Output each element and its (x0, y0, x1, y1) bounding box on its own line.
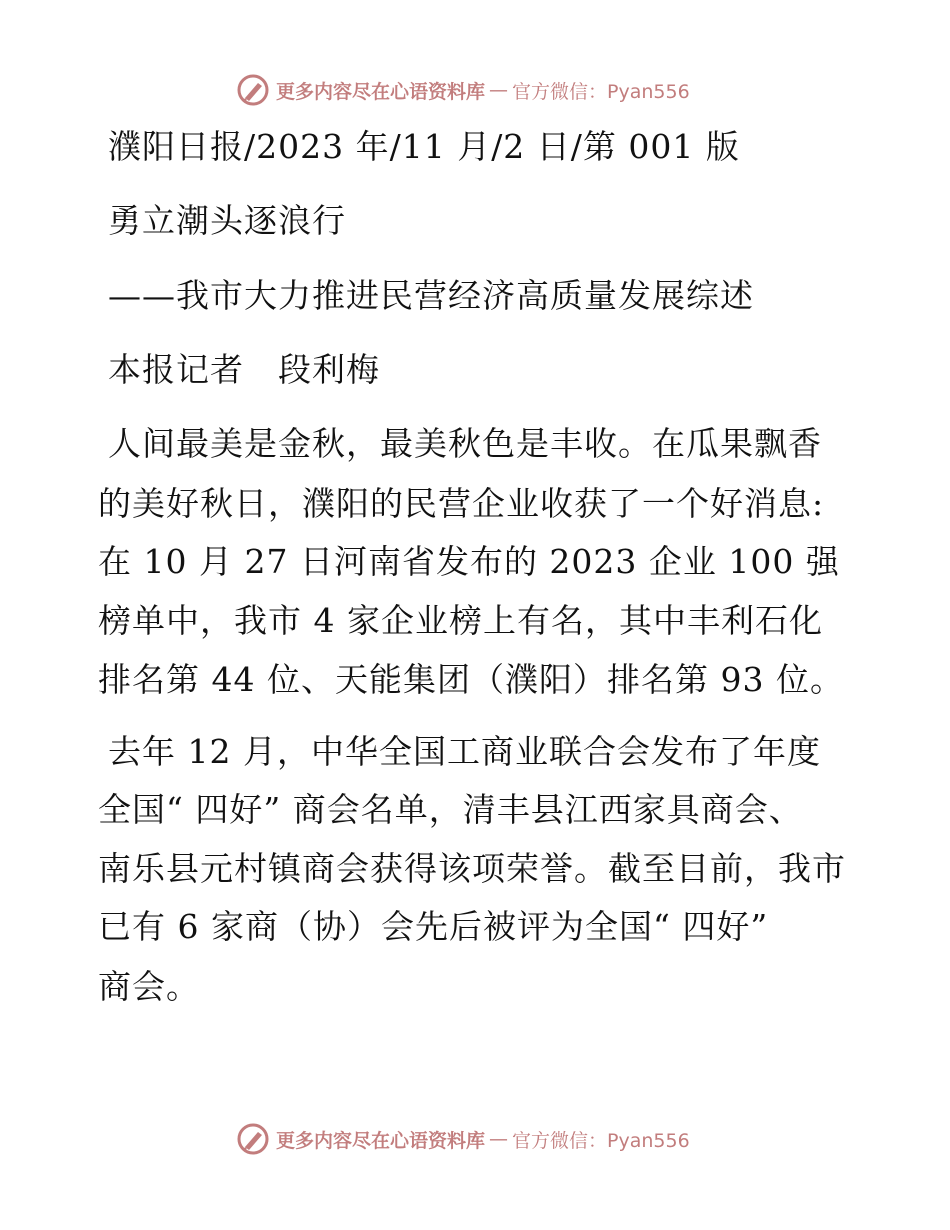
paragraph-line: 已有 6 家商（协）会先后被评为全国“ 四好” (98, 907, 769, 946)
watermark-site-text: 更多内容尽在心语资料库 (276, 80, 486, 103)
article-source: 濮阳日报/2023 年/11 月/2 日/第 001 版 (108, 127, 740, 166)
article-byline: 本报记者 段利梅 (108, 350, 380, 389)
watermark-contact-text: 官方微信：Pyan556 (512, 1129, 690, 1152)
paragraph-line: 人间最美是金秋，最美秋色是丰收。在瓜果飘香 (108, 424, 822, 463)
watermark-header (236, 73, 756, 107)
paragraph-line: 全国“ 四好” 商会名单，清丰县江西家具商会、 (98, 790, 803, 829)
article-subtitle: ——我市大力推进民营经济高质量发展综述 (108, 276, 754, 315)
watermark-contact-text: 官方微信：Pyan556 (512, 80, 690, 103)
paragraph-line: 榜单中，我市 4 家企业榜上有名，其中丰利石化 (98, 601, 823, 640)
pen-logo-icon (236, 1122, 270, 1156)
article-title: 勇立潮头逐浪行 (108, 201, 346, 240)
paragraph-line: 的美好秋日，濮阳的民营企业收获了一个好消息: (98, 484, 825, 523)
watermark-separator: — (489, 1128, 509, 1150)
paragraph-line: 在 10 月 27 日河南省发布的 2023 企业 100 强 (98, 542, 840, 581)
pen-logo-icon (236, 73, 270, 107)
paragraph-line: 排名第 44 位、天能集团（濮阳）排名第 93 位。 (98, 660, 844, 699)
watermark-site-text: 更多内容尽在心语资料库 (276, 1129, 486, 1152)
watermark-footer (236, 1122, 756, 1156)
watermark-separator: — (489, 79, 509, 101)
paragraph-line: 商会。 (98, 967, 200, 1006)
paragraph-line: 南乐县元村镇商会获得该项荣誉。截至目前，我市 (98, 849, 846, 888)
paragraph-line: 去年 12 月，中华全国工商业联合会发布了年度 (108, 732, 821, 771)
